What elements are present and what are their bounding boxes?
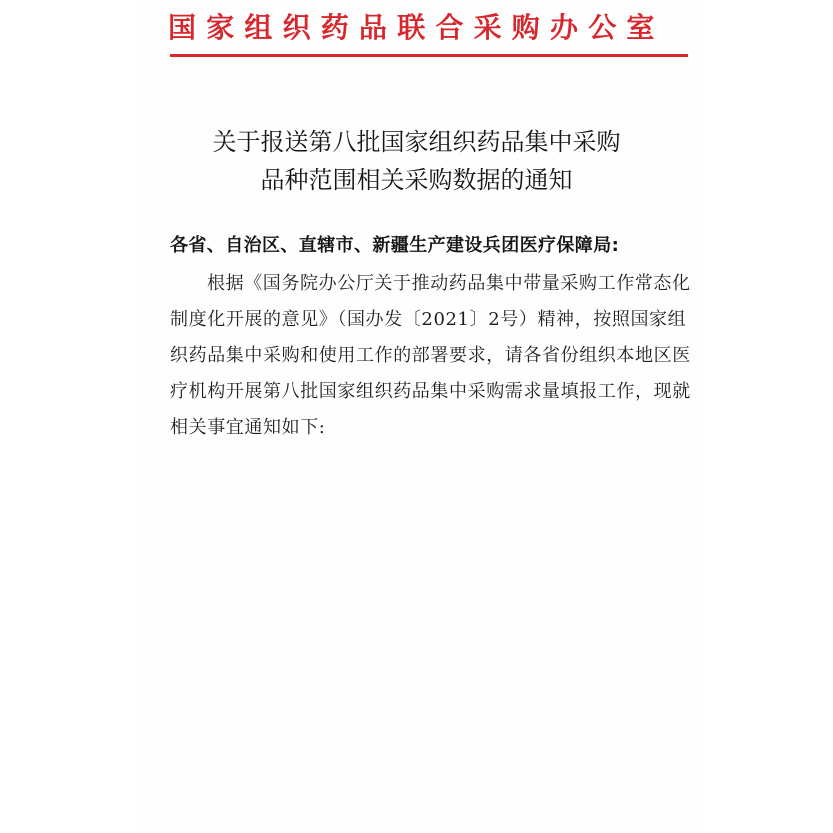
body-line: 根据《国务院办公厅关于推动药品集中带量采购工作常态化 bbox=[207, 273, 691, 294]
body-line: 相关事宜通知如下: bbox=[170, 417, 326, 438]
document-title-line-2: 品种范围相关采购数据的通知 bbox=[260, 166, 573, 194]
letterhead-red-rule bbox=[170, 54, 688, 57]
body-line: 织药品集中采购和使用工作的部署要求，请各省份组织本地区医 bbox=[170, 345, 691, 366]
body-line: 制度化开展的意见》（国办发〔2021〕2号）精神，按照国家组 bbox=[170, 309, 687, 330]
addressee: 各省、自治区、直辖市、新疆生产建设兵团医疗保障局: bbox=[170, 235, 620, 256]
letterhead-title: 国家组织药品联合采购办公室 bbox=[168, 11, 665, 44]
body-line: 疗机构开展第八批国家组织药品集中采购需求量填报工作，现就 bbox=[170, 381, 691, 402]
document-title-line-1: 关于报送第八批国家组织药品集中采购 bbox=[212, 128, 621, 156]
